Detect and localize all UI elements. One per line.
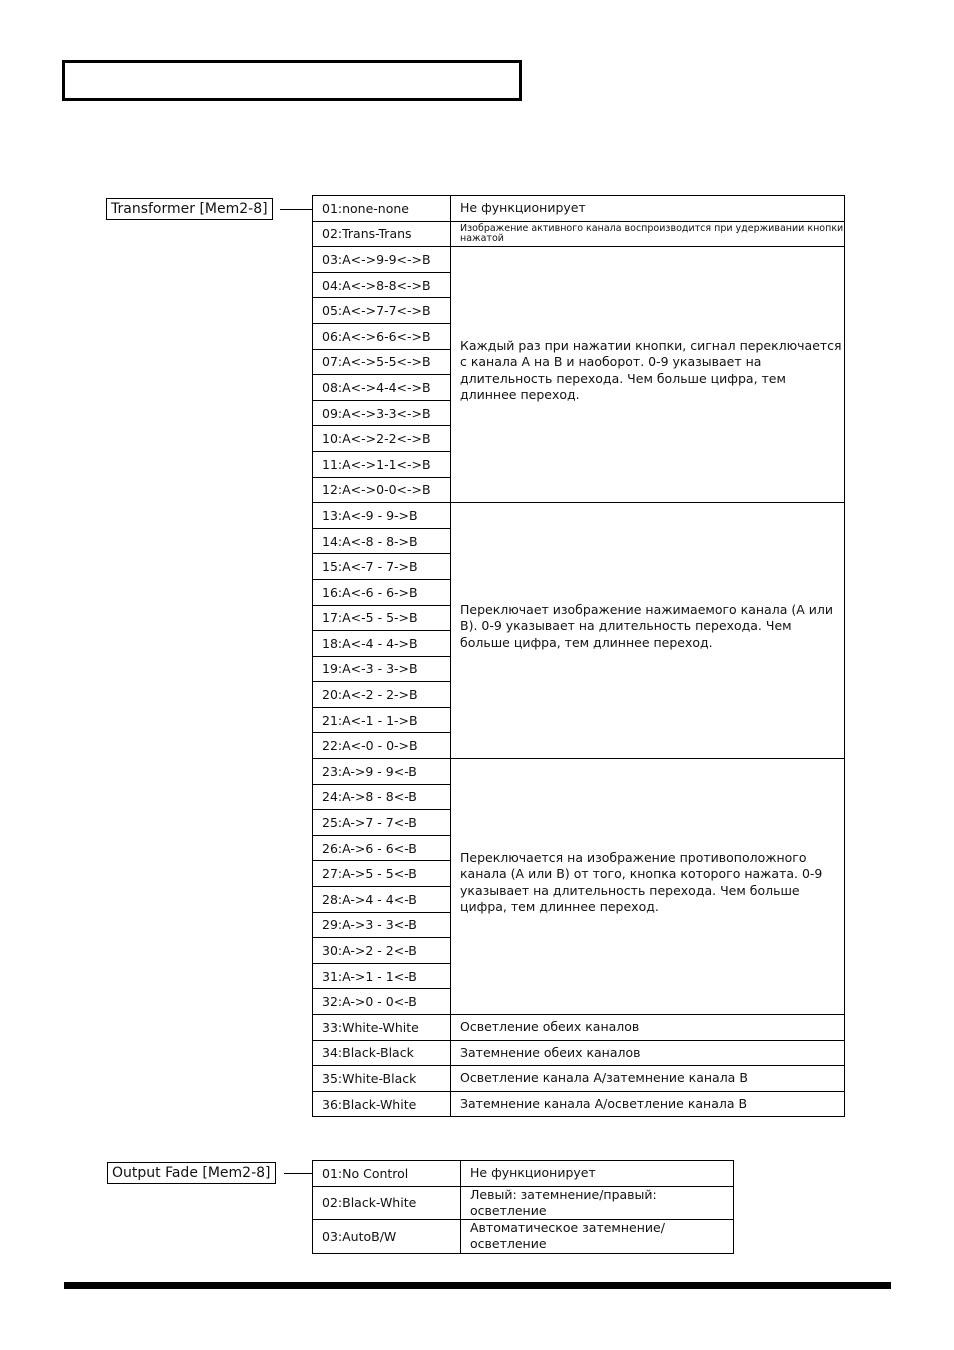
table-row: [313, 1186, 734, 1220]
table-row: [313, 196, 845, 222]
param-desc: Затемнение канала A/осветление канала B: [451, 1091, 845, 1117]
param-value: 34:Black-Black: [313, 1040, 451, 1066]
param-desc: Изображение активного канала воспроизводится при удерживании кнопки нажатой: [451, 221, 845, 247]
param-value: 36:Black-White: [313, 1091, 451, 1117]
param-desc: Не функционирует: [451, 196, 845, 222]
param-value: 14:A<-8 - 8->B: [313, 528, 451, 554]
param-value: 33:White-White: [313, 1015, 451, 1041]
table-row: [313, 247, 845, 273]
param-value: 13:A<-9 - 9->B: [313, 503, 451, 529]
param-value: 03:A<->9-9<->B: [313, 247, 451, 273]
param-desc-group-3: Переключается на изображение противоположного канала (A или B) от того, кнопка которого нажата. 0-9 указывает на длительность перехода. Чем больше цифра, тем длиннее переход.: [451, 759, 845, 1015]
param-desc: Левый: затемнение/правый: осветление: [461, 1186, 734, 1220]
param-value: 08:A<->4-4<->B: [313, 375, 451, 401]
param-desc-group-1: Каждый раз при нажатии кнопки, сигнал переключается с канала A на B и наоборот. 0-9 указывает на длительность перехода. Чем больше цифра, тем длиннее переход.: [451, 247, 845, 503]
param-value: 11:A<->1-1<->B: [313, 451, 451, 477]
param-value: 04:A<->8-8<->B: [313, 272, 451, 298]
param-value: 10:A<->2-2<->B: [313, 426, 451, 452]
transformer-connector: [280, 209, 312, 210]
transformer-table: [312, 195, 845, 1117]
output-fade-connector: [284, 1173, 312, 1174]
param-value: 20:A<-2 - 2->B: [313, 682, 451, 708]
param-value: 06:A<->6-6<->B: [313, 323, 451, 349]
param-value: 15:A<-7 - 7->B: [313, 554, 451, 580]
param-value: 21:A<-1 - 1->B: [313, 707, 451, 733]
param-value: 19:A<-3 - 3->B: [313, 656, 451, 682]
param-value: 24:A->8 - 8<-B: [313, 784, 451, 810]
param-desc: Затемнение обеих каналов: [451, 1040, 845, 1066]
param-value: 01:No Control: [313, 1161, 461, 1187]
param-value: 18:A<-4 - 4->B: [313, 631, 451, 657]
table-row: [313, 1015, 845, 1041]
table-row: [313, 1066, 845, 1092]
param-desc: Осветление канала A/затемнение канала B: [451, 1066, 845, 1092]
output-fade-label: Output Fade [Mem2-8]: [107, 1162, 276, 1184]
param-desc: Автоматическое затемнение/осветление: [461, 1220, 734, 1254]
param-value: 09:A<->3-3<->B: [313, 400, 451, 426]
table-row: [313, 503, 845, 529]
param-value: 03:AutoB/W: [313, 1220, 461, 1254]
table-row: [313, 1220, 734, 1254]
param-value: 23:A->9 - 9<-B: [313, 759, 451, 785]
param-value: 27:A->5 - 5<-B: [313, 861, 451, 887]
param-value: 12:A<->0-0<->B: [313, 477, 451, 503]
param-desc: Осветление обеих каналов: [451, 1015, 845, 1041]
param-value: 01:none-none: [313, 196, 451, 222]
param-value: 05:A<->7-7<->B: [313, 298, 451, 324]
param-value: 25:A->7 - 7<-B: [313, 810, 451, 836]
param-value: 26:A->6 - 6<-B: [313, 835, 451, 861]
param-desc: Не функционирует: [461, 1161, 734, 1187]
header-title-box: [62, 60, 522, 101]
param-value: 22:A<-0 - 0->B: [313, 733, 451, 759]
param-desc-group-2: Переключает изображение нажимаемого канала (A или B). 0-9 указывает на длительность перехода. Чем больше цифра, тем длиннее переход.: [451, 503, 845, 759]
transformer-label: Transformer [Mem2-8]: [106, 198, 273, 220]
table-row: [313, 759, 845, 785]
param-value: 16:A<-6 - 6->B: [313, 579, 451, 605]
table-row: [313, 1040, 845, 1066]
param-value: 28:A->4 - 4<-B: [313, 887, 451, 913]
param-value: 31:A->1 - 1<-B: [313, 963, 451, 989]
output-fade-table: [312, 1160, 734, 1254]
param-value: 30:A->2 - 2<-B: [313, 938, 451, 964]
footer-rule: [64, 1282, 891, 1289]
table-row: [313, 1091, 845, 1117]
param-value: 07:A<->5-5<->B: [313, 349, 451, 375]
table-row: [313, 1161, 734, 1187]
param-value: 02:Trans-Trans: [313, 221, 451, 247]
param-value: 02:Black-White: [313, 1186, 461, 1220]
param-value: 32:A->0 - 0<-B: [313, 989, 451, 1015]
param-value: 35:White-Black: [313, 1066, 451, 1092]
table-row: [313, 221, 845, 247]
param-value: 17:A<-5 - 5->B: [313, 605, 451, 631]
param-value: 29:A->3 - 3<-B: [313, 912, 451, 938]
